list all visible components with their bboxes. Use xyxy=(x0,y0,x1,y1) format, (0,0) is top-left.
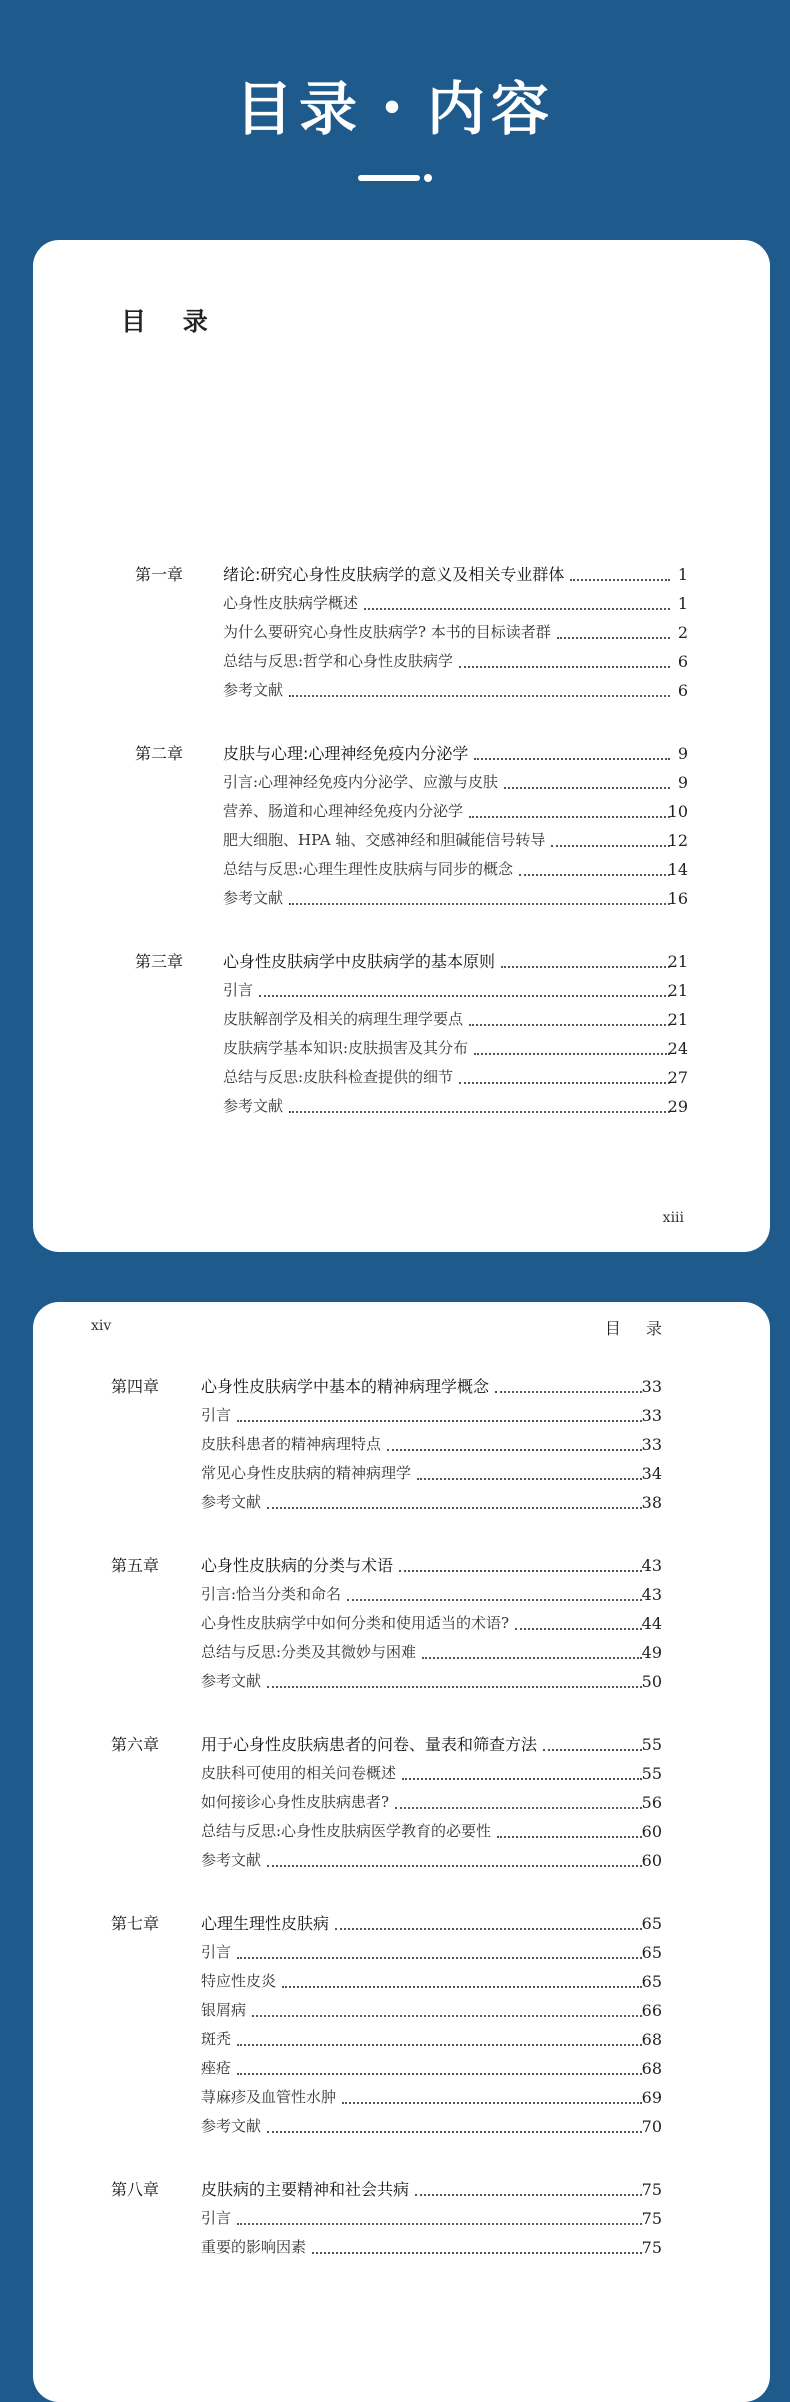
page-ref: 29 xyxy=(667,1097,688,1116)
section-title: 参考文献 xyxy=(201,1851,262,1869)
section-title: 参考文献 xyxy=(201,2117,262,2135)
section-row xyxy=(33,1967,770,1996)
section-row xyxy=(33,976,770,1005)
page-ref: 75 xyxy=(641,2180,662,2199)
section-title: 皮肤科患者的精神病理特点 xyxy=(201,1435,382,1453)
dot-leader xyxy=(570,579,670,581)
dot-leader xyxy=(237,1957,642,1959)
toc-page-xiv xyxy=(33,1302,770,2402)
section-row xyxy=(33,855,770,884)
heading-underline xyxy=(358,175,420,181)
page-ref: 38 xyxy=(641,1493,662,1512)
page-ref: 1 xyxy=(677,594,688,613)
section-row xyxy=(33,1488,770,1517)
section-title: 引言:心理神经免疫内分泌学、应激与皮肤 xyxy=(223,773,499,791)
chapter-row xyxy=(33,1730,770,1759)
dot-leader xyxy=(289,1111,670,1113)
banner xyxy=(0,0,790,240)
chapter-number: 第七章 xyxy=(110,1914,159,1933)
dot-leader xyxy=(364,608,670,610)
section-title: 参考文献 xyxy=(223,681,284,699)
chapter-row xyxy=(33,1551,770,1580)
section-row xyxy=(33,1063,770,1092)
section-title: 引言 xyxy=(201,2209,232,2227)
section-title: 如何接诊心身性皮肤病患者? xyxy=(201,1793,390,1811)
section-row xyxy=(33,2233,770,2262)
dot-leader xyxy=(474,1053,670,1055)
page-ref: 34 xyxy=(641,1464,662,1483)
chapter-number: 第二章 xyxy=(134,744,183,763)
section-title: 斑秃 xyxy=(201,2030,232,2048)
page-ref: 49 xyxy=(641,1643,662,1662)
page-ref: 60 xyxy=(641,1851,662,1870)
dot-leader xyxy=(459,1082,670,1084)
section-row xyxy=(33,1430,770,1459)
dot-leader xyxy=(469,816,670,818)
page-ref: 50 xyxy=(641,1672,662,1691)
section-row xyxy=(33,1938,770,1967)
section-title: 引言:恰当分类和命名 xyxy=(201,1585,342,1603)
chapter-number: 第四章 xyxy=(110,1377,159,1396)
section-row xyxy=(33,768,770,797)
section-title: 引言 xyxy=(201,1943,232,1961)
section-title: 肥大细胞、HPA 轴、交感神经和胆碱能信号转导 xyxy=(223,831,546,849)
chapter-entry xyxy=(33,1372,770,1517)
dot-leader xyxy=(347,1599,642,1601)
dot-leader xyxy=(289,903,670,905)
section-row xyxy=(33,1817,770,1846)
chapter-number: 第八章 xyxy=(110,2180,159,2199)
section-title: 总结与反思:心理生理性皮肤病与同步的概念 xyxy=(223,860,514,878)
section-title: 参考文献 xyxy=(201,1672,262,1690)
dot-leader xyxy=(474,758,670,760)
dot-leader xyxy=(402,1778,642,1780)
page-ref: 65 xyxy=(641,1972,662,1991)
dot-leader xyxy=(267,2131,642,2133)
dot-leader xyxy=(342,2102,642,2104)
section-title: 参考文献 xyxy=(201,1493,262,1511)
dot-leader xyxy=(267,1507,642,1509)
page-ref: 44 xyxy=(641,1614,662,1633)
page-ref: 16 xyxy=(667,889,688,908)
page-number: xiii xyxy=(662,1210,684,1226)
section-title: 重要的影响因素 xyxy=(201,2238,307,2256)
chapter-number: 第六章 xyxy=(110,1735,159,1754)
section-title: 参考文献 xyxy=(223,889,284,907)
page-ref: 65 xyxy=(641,1943,662,1962)
page-ref: 9 xyxy=(677,773,688,792)
page-ref: 33 xyxy=(641,1406,662,1425)
page-heading: 目录・内容 xyxy=(234,75,555,143)
section-title: 总结与反思:哲学和心身性皮肤病学 xyxy=(223,652,454,670)
section-row xyxy=(33,647,770,676)
toc-list xyxy=(33,560,770,1155)
dot-leader xyxy=(312,2252,642,2254)
page-ref: 21 xyxy=(667,1010,688,1029)
dot-leader xyxy=(267,1686,642,1688)
section-row xyxy=(33,2112,770,2141)
chapter-entry xyxy=(33,560,770,705)
chapter-row xyxy=(33,1372,770,1401)
chapter-entry xyxy=(33,947,770,1121)
dot-leader xyxy=(282,1986,642,1988)
page-ref: 69 xyxy=(641,2088,662,2107)
chapter-entry xyxy=(33,739,770,913)
chapter-entry xyxy=(33,1730,770,1875)
page-ref: 55 xyxy=(641,1764,662,1783)
section-title: 特应性皮炎 xyxy=(201,1972,277,1990)
section-row xyxy=(33,1609,770,1638)
page-ref: 10 xyxy=(667,802,688,821)
chapter-title: 心身性皮肤病学中皮肤病学的基本原则 xyxy=(223,952,496,971)
page-ref: 43 xyxy=(641,1585,662,1604)
dot-leader xyxy=(543,1749,642,1751)
chapter-entry xyxy=(33,1551,770,1696)
chapter-title: 绪论:研究心身性皮肤病学的意义及相关专业群体 xyxy=(223,565,565,584)
section-row xyxy=(33,884,770,913)
page-ref: 66 xyxy=(641,2001,662,2020)
section-title: 荨麻疹及血管性水肿 xyxy=(201,2088,337,2106)
dot-leader xyxy=(267,1865,642,1867)
toc-list xyxy=(33,1372,770,2296)
toc-title: 目 录 xyxy=(121,307,222,336)
dot-leader xyxy=(515,1628,642,1630)
section-row xyxy=(33,1092,770,1121)
page-ref: 55 xyxy=(641,1735,662,1754)
chapter-title: 心理生理性皮肤病 xyxy=(201,1914,330,1933)
section-title: 心身性皮肤病学概述 xyxy=(223,594,359,612)
dot-leader xyxy=(501,966,670,968)
page-ref: 6 xyxy=(677,681,688,700)
chapter-row xyxy=(33,2175,770,2204)
dot-leader xyxy=(557,637,670,639)
page-ref: 24 xyxy=(667,1039,688,1058)
page-ref: 33 xyxy=(641,1435,662,1454)
page-ref: 21 xyxy=(667,952,688,971)
section-row xyxy=(33,1759,770,1788)
section-row xyxy=(33,1667,770,1696)
chapter-title: 皮肤病的主要精神和社会共病 xyxy=(201,2180,410,2199)
section-title: 营养、肠道和心理神经免疫内分泌学 xyxy=(223,802,464,820)
chapter-row xyxy=(33,947,770,976)
chapter-number: 第五章 xyxy=(110,1556,159,1575)
section-row xyxy=(33,1034,770,1063)
chapter-title: 皮肤与心理:心理神经免疫内分泌学 xyxy=(223,744,469,763)
dot-leader xyxy=(289,695,670,697)
section-title: 皮肤科可使用的相关问卷概述 xyxy=(201,1764,397,1782)
section-title: 为什么要研究心身性皮肤病学? 本书的目标读者群 xyxy=(223,623,551,641)
dot-leader xyxy=(422,1657,642,1659)
chapter-row xyxy=(33,1909,770,1938)
chapter-number: 第三章 xyxy=(134,952,183,971)
section-title: 皮肤解剖学及相关的病理生理学要点 xyxy=(223,1010,464,1028)
chapter-title: 心身性皮肤病学中基本的精神病理学概念 xyxy=(201,1377,490,1396)
dot-leader xyxy=(469,1024,670,1026)
dot-leader xyxy=(519,874,670,876)
section-row xyxy=(33,1459,770,1488)
section-title: 引言 xyxy=(223,981,254,999)
page-ref: 56 xyxy=(641,1793,662,1812)
section-title: 总结与反思:分类及其微妙与困难 xyxy=(201,1643,417,1661)
dot-leader xyxy=(495,1391,642,1393)
section-row xyxy=(33,1638,770,1667)
section-title: 参考文献 xyxy=(223,1097,284,1115)
page-ref: 27 xyxy=(667,1068,688,1087)
dot-leader xyxy=(399,1570,642,1572)
running-head: 目 录 xyxy=(604,1319,672,1338)
dot-leader xyxy=(335,1928,642,1930)
section-row xyxy=(33,826,770,855)
page-ref: 75 xyxy=(641,2238,662,2257)
page-ref: 68 xyxy=(641,2030,662,2049)
page-ref: 68 xyxy=(641,2059,662,2078)
dot-leader xyxy=(417,1478,642,1480)
toc-page-xiii xyxy=(33,240,770,1252)
chapter-number: 第一章 xyxy=(134,565,183,584)
section-row xyxy=(33,618,770,647)
dot-leader xyxy=(415,2194,642,2196)
dot-leader xyxy=(237,2044,642,2046)
section-row xyxy=(33,1401,770,1430)
section-title: 痤疮 xyxy=(201,2059,232,2077)
chapter-row xyxy=(33,739,770,768)
section-row xyxy=(33,2054,770,2083)
section-row xyxy=(33,1846,770,1875)
page-ref: 75 xyxy=(641,2209,662,2228)
section-row xyxy=(33,676,770,705)
section-title: 银屑病 xyxy=(201,2001,247,2019)
page-ref: 70 xyxy=(641,2117,662,2136)
heading-dot xyxy=(424,174,432,182)
page-number: xiv xyxy=(91,1318,112,1334)
dot-leader xyxy=(237,2073,642,2075)
section-title: 常见心身性皮肤病的精神病理学 xyxy=(201,1464,412,1482)
page-ref: 21 xyxy=(667,981,688,1000)
page-ref: 6 xyxy=(677,652,688,671)
chapter-title: 心身性皮肤病的分类与术语 xyxy=(201,1556,394,1575)
page-ref: 9 xyxy=(677,744,688,763)
page-ref: 43 xyxy=(641,1556,662,1575)
chapter-title: 用于心身性皮肤病患者的问卷、量表和筛查方法 xyxy=(201,1735,538,1754)
section-title: 总结与反思:心身性皮肤病医学教育的必要性 xyxy=(201,1822,492,1840)
dot-leader xyxy=(387,1449,642,1451)
dot-leader xyxy=(237,2223,642,2225)
section-row xyxy=(33,2083,770,2112)
section-row xyxy=(33,1005,770,1034)
page-ref: 12 xyxy=(667,831,688,850)
dot-leader xyxy=(504,787,670,789)
section-title: 皮肤病学基本知识:皮肤损害及其分布 xyxy=(223,1039,469,1057)
section-title: 心身性皮肤病学中如何分类和使用适当的术语? xyxy=(201,1614,510,1632)
section-row xyxy=(33,1788,770,1817)
page-ref: 1 xyxy=(677,565,688,584)
page-ref: 60 xyxy=(641,1822,662,1841)
page-ref: 65 xyxy=(641,1914,662,1933)
section-row xyxy=(33,1580,770,1609)
dot-leader xyxy=(252,2015,642,2017)
chapter-entry xyxy=(33,1909,770,2141)
section-row xyxy=(33,589,770,618)
chapter-row xyxy=(33,560,770,589)
section-row xyxy=(33,2204,770,2233)
section-row xyxy=(33,797,770,826)
page-ref: 33 xyxy=(641,1377,662,1396)
chapter-entry xyxy=(33,2175,770,2262)
section-row xyxy=(33,2025,770,2054)
section-row xyxy=(33,1996,770,2025)
dot-leader xyxy=(259,995,670,997)
dot-leader xyxy=(237,1420,642,1422)
page-ref: 14 xyxy=(667,860,688,879)
dot-leader xyxy=(459,666,670,668)
dot-leader xyxy=(395,1807,642,1809)
section-title: 引言 xyxy=(201,1406,232,1424)
section-title: 总结与反思:皮肤科检查提供的细节 xyxy=(223,1068,454,1086)
page-ref: 2 xyxy=(677,623,688,642)
dot-leader xyxy=(551,845,670,847)
dot-leader xyxy=(497,1836,642,1838)
